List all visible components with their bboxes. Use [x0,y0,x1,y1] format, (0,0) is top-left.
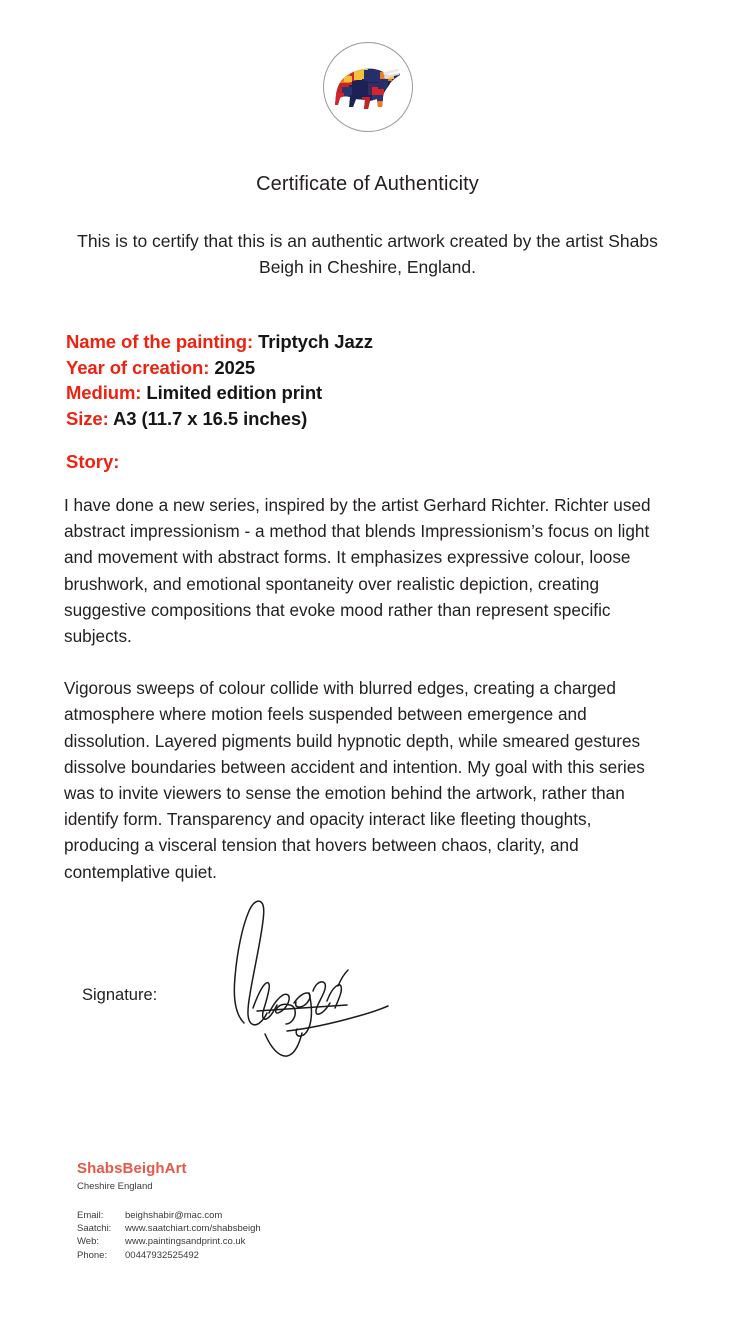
contact-row-web [77,1235,261,1248]
detail-value: Limited edition print [146,382,323,404]
contact-key: Email: [77,1210,104,1221]
contact-key: Web: [77,1236,100,1248]
story-paragraph: I have done a new series, inspired by the artist Gerhard Richter. Richter used abstract impressionism - a method that blends Impressionism’s focus on light and movement with abstract forms. It emphasizes expressive colour, loose brushwork, and emotional spontaneity over realistic depiction, creating suggestive compositions that evoke mood rather than represent specific subjects. [64,495,651,647]
contact-key: Saatchi: [77,1223,112,1235]
footer [77,1160,261,1262]
artwork-details [66,329,666,431]
detail-row-name [66,329,666,355]
detail-label: Year of creation: [66,356,210,378]
detail-label: Name of the painting: [66,331,254,352]
signature-label: Signature: [82,986,158,1004]
contact-value[interactable]: beighshabir@mac.com [125,1210,223,1221]
detail-row-year [66,355,666,381]
contact-row-email [77,1209,261,1222]
contact-details [77,1209,261,1262]
logo-container [0,42,735,132]
story-body [64,492,664,885]
contact-row-saatchi [77,1222,261,1235]
contact-value: 00447932525492 [125,1249,199,1261]
page-title: Certificate of Authenticity [256,173,479,195]
detail-value: Triptych Jazz [258,331,373,352]
detail-row-medium [66,380,666,406]
detail-value: A3 (11.7 x 16.5 inches) [113,407,308,429]
contact-value[interactable]: www.saatchiart.com/shabsbeigh [125,1223,261,1235]
detail-label: Size: [66,407,109,429]
contact-row-phone [77,1249,261,1262]
detail-value: 2025 [214,356,256,378]
contact-key: Phone: [77,1249,108,1261]
detail-label: Medium: [66,382,142,404]
certification-statement: This is to certify that this is an authentic artwork created by the artist Shabs Beigh in Cheshire, England. [77,231,658,277]
story-heading: Story: [66,451,120,472]
signature-image [195,893,405,1068]
story-paragraph: Vigorous sweeps of colour collide with blurred edges, creating a charged atmosphere where motion feels suspended between emergence and dissolution. Layered pigments build hypnotic depth, while smeared gestures dissolve boundaries between accident and intention. My goal with this series was to invite viewers to sense the emotion behind the artwork, rather than identify form. Transparency and opacity interact like fleeting thoughts, producing a visceral tension that hovers between chaos, clarity, and contemplative quiet. [64,678,645,882]
brand-name: ShabsBeighArt [77,1160,187,1177]
bull-logo-icon [323,42,413,132]
contact-value[interactable]: www.paintingsandprint.co.uk [125,1236,246,1248]
brand-location: Cheshire England [77,1181,153,1192]
detail-row-size [66,406,666,432]
